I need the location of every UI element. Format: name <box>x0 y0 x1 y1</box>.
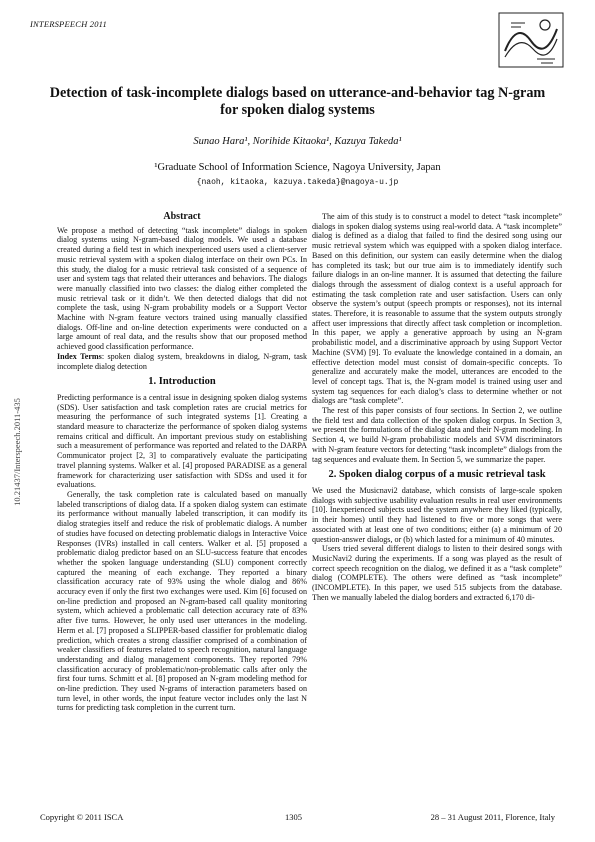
right-column <box>312 212 562 602</box>
section-2-paragraph-2: Users tried several different dialogs to listen to their desired songs with MusicNavi2 during the experiments. If a song was played as the result of correct speech recognition on the dialog, we defined it as a “task complete” dialog (COMPLETE). The others were defined as “task incomplete” (INCOMPLETE). In this paper, we used 515 subjects from the database. Then we manually labeled the dialog borders and extracted 6,170 di- <box>312 544 562 602</box>
authors: Sunao Hara¹, Norihide Kitaoka¹, Kazuya Takeda¹ <box>193 136 402 147</box>
footer-page-number: 1305 <box>285 812 302 822</box>
affiliation: ¹Graduate School of Information Science, Nagoya University, Japan <box>154 162 441 173</box>
section-1-heading: 1. Introduction <box>148 376 216 388</box>
doi-text: 10.21437/Interspeech.2011-435 <box>12 398 22 506</box>
index-terms-label: Index Terms <box>57 351 102 361</box>
section-2-heading: 2. Spoken dialog corpus of a music retrieval task <box>328 469 546 481</box>
left-column <box>57 212 307 713</box>
section-1-paragraph-4: The rest of this paper consists of four sections. In Section 2, we outline the field test and data collection of the spoken dialog corpus. In Section 3, we present the formulations of the dialog data and their N-gram modeling. In Section 4, we build N-gram probabilistic models and SVM discriminators with N-gram feature vectors for detecting “task incomplete” dialogs from the tag sequences and evaluate them. In Section 5, we summarize the paper. <box>312 406 562 464</box>
conference-logo-icon <box>497 11 565 69</box>
abstract-heading: Abstract <box>163 211 201 222</box>
section-2-paragraph-1: We used the Musicnavi2 database, which consists of large-scale spoken dialogs with subjective usability evaluation results in real user environments [10]. Inexperienced subjects used the system anywhere they liked (typically, in their homes) until they had listened to five or more songs that were associated with at least one of two conditions; either (a) a minimum of 20 question-answer dialogs, or (b) which lasted for a minimum of 40 minutes. <box>312 485 562 544</box>
section-1-paragraph-1: Predicting performance is a central issue in designing spoken dialog systems (SDS). User satisfaction and task completion rates are crucial metrics for measuring the performance of such integrated systems [1]. Creating a standard measure to characterize the performance of spoken dialog systems remains critical and difficult. An important previous study on establishing such a measurement of performance was reported and related to the DARPA Communicator project [2, 3] to comparatively evaluate the participating travel planning systems. Walker et al. [4] proposed PARADISE as a general framework for characterizing user satisfaction with SDSs and used it for evaluations. <box>57 392 307 490</box>
index-terms <box>57 352 307 371</box>
doi-sidebar <box>2 355 32 555</box>
email: {naoh, kitaoka, kazuya.takeda}@nagoya-u.jp <box>196 178 399 187</box>
footer-copyright: Copyright © 2011 ISCA <box>40 812 124 822</box>
conference-header: INTERSPEECH 2011 <box>30 19 107 29</box>
abstract-text: We propose a method of detecting “task incomplete” dialogs in spoken dialog systems using N-gram-based dialog models. We used a database created during a field test in which inexperienced users used a client-server music retrieval system with a spoken dialog interface on their own PCs. In this study, the dialog for a music retrieval task consisted of a sequence of user and system tags that related their utterances and behaviors. The dialogs were manually classified into two classes: the dialog either completed the music retrieval task or it didn’t. We then detected dialogs that did not complete the task, using N-gram probability models or a Support Vector Machine with N-gram feature vectors trained using manually classified dialogs. Off-line and on-line detection experiments were conducted on a large amount of real data, and the results show that our proposed method achieved good classification performance. <box>57 225 307 352</box>
section-1-paragraph-2: Generally, the task completion rate is calculated based on manually labeled transcriptions of dialog data. If a spoken dialog system can estimate its performance without manually labeled transcription, it can modify its dialog strategies itself and reduce the risk of problematic dialogs. A number of studies have focused on detecting problematic dialogs in Interactive Voice Responses (IVRs) installed in call centers. Walker et al. [5] proposed a problematic dialog predictor based on an SLU-success feature that encodes whether the spoken language understanding (SLU) component correctly captured the meaning of each exchange. They reported a binary classification accuracy rate of 93% using the whole dialog and 86% accuracy even if only the first two exchanges were used. Kim [6] focused on on-line prediction and proposed an N-gram-based call quality monitoring system, which achieved a problematic call detection accuracy rate of 83% after five turns. However, he only used user utterances in the modeling. Herm et al. [7] proposed a SLIPPER-based classifier for problematic dialog prediction, which creates a strong classifier comprised of a combination of weaker classifiers of features related to speech recognition, natural language understanding and dialog management components. They reported 79% classification accuracy of problematic/non-problematic calls after only the first four turns. Schmitt et al. [8] proposed an N-gram modeling method for on-line prediction. They used N-grams of interaction parameters based on turn level, in other words, the input feature vector includes only the last N turns for predicting task completion in the current turn. <box>57 489 307 713</box>
index-terms-text: : spoken dialog system, breakdowns in dialog, N-gram, task incomplete dialog detection <box>57 351 308 371</box>
section-1-paragraph-3: The aim of this study is to construct a model to detect “task incomplete” dialogs in spoken dialog systems using real-world data. A “task incomplete” dialog is defined as a dialog that failed to find the desired song using our music retrieval system which was equipped with a spoken dialog interface. Based on this definition, our system can easily determine when the dialog has completed its task; but our true aim is to immediately identify such failure dialogs in an on-line manner. It is assumed that detecting the failure dialogs through the assessment of dialog context is a useful approach for estimating the task completion rate and user satisfaction. Users can only observe the system’s output (speech prompts or responses), not its internal states. Therefore, it is reasonable to assume that the system outputs strongly affect user impressions that directly affect task completion or incompletion. In this paper, we apply a generative approach by using an N-gram probabilistic model, and a discriminative approach by using Support Vector Machine (SVM) [9]. To evaluate the knowledge contained in a domain, an effective detection model must consist of domain-specific concepts. To generalize and accurately make the model, utterances are encoded to the level of concept tags. That is, the N-gram model is trained using user and system tag sequences for each dialog’s class to determine whether or not dialogs are “task complete”. <box>312 212 562 406</box>
paper-title: Detection of task-incomplete dialogs based on utterance-and-behavior tag N-gram for spoken dialog systems <box>49 85 546 118</box>
footer-venue: 28 – 31 August 2011, Florence, Italy <box>430 812 555 822</box>
